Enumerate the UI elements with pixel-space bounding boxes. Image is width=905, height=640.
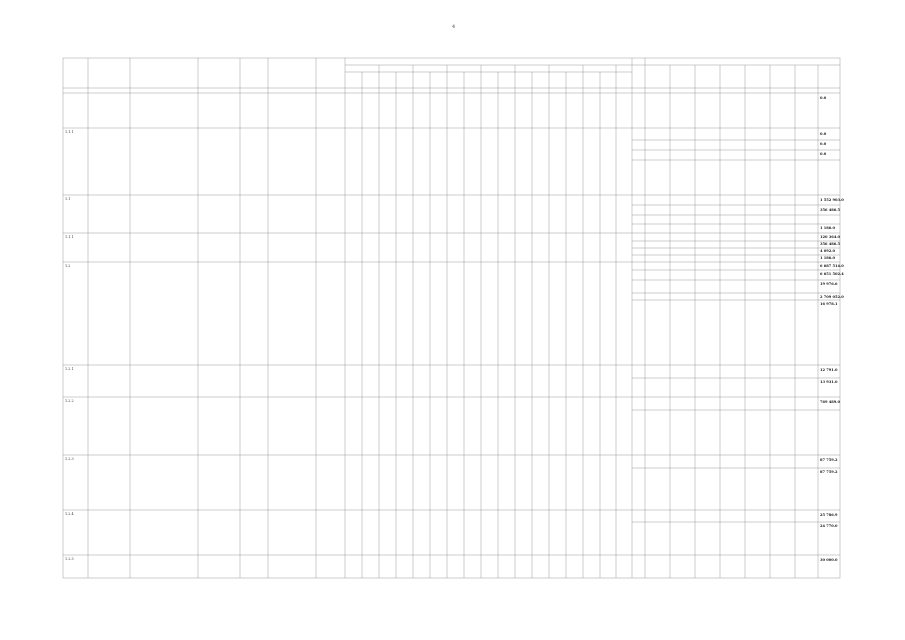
total-value: 12 791.0 [820,368,838,372]
total-value: 30 000.0 [820,558,838,562]
total-value: 2 709 052.0 [820,295,844,299]
total-value: 19 976.6 [820,282,838,286]
total-value: 356 486.5 [820,208,841,212]
total-value: 87 759.2 [820,458,838,462]
row-number: 1.2.5 [65,557,74,561]
row-number: 1.1.1 [65,130,74,134]
total-value: 1 186.0 [820,256,836,260]
total-value: 24 770.0 [820,524,838,528]
total-value: 6 687 514.0 [820,264,844,268]
row-number: 1.2.4 [65,512,74,516]
total-value: 120 364.0 [820,235,841,239]
page-number: 4 [452,24,456,30]
total-value: 1 186.0 [820,226,836,230]
total-value: 13 931.0 [820,380,838,384]
row-number: 1.2.3 [65,457,74,461]
total-value: 769 489.0 [820,400,841,404]
total-value: 0.0 [820,152,827,156]
total-value: 6 651 502.4 [820,272,844,276]
row-number: 1.2 [65,264,71,268]
total-value: 0.0 [820,142,827,146]
total-value: 356 486.5 [820,242,841,246]
total-value: 25 786.9 [820,513,838,517]
row-number: 1.1 [65,197,71,201]
row-number: 1.1.1 [65,235,74,239]
total-value: 0.0 [820,132,827,136]
row-number: 1.2.1 [65,367,74,371]
total-value: 1 552 903.0 [820,198,844,202]
total-value: 0.0 [820,96,827,100]
total-value: 4 092.0 [820,249,836,253]
row-number: 1.2.2 [65,399,74,403]
total-value: 16 978.1 [820,302,838,306]
total-value: 87 759.2 [820,470,838,474]
